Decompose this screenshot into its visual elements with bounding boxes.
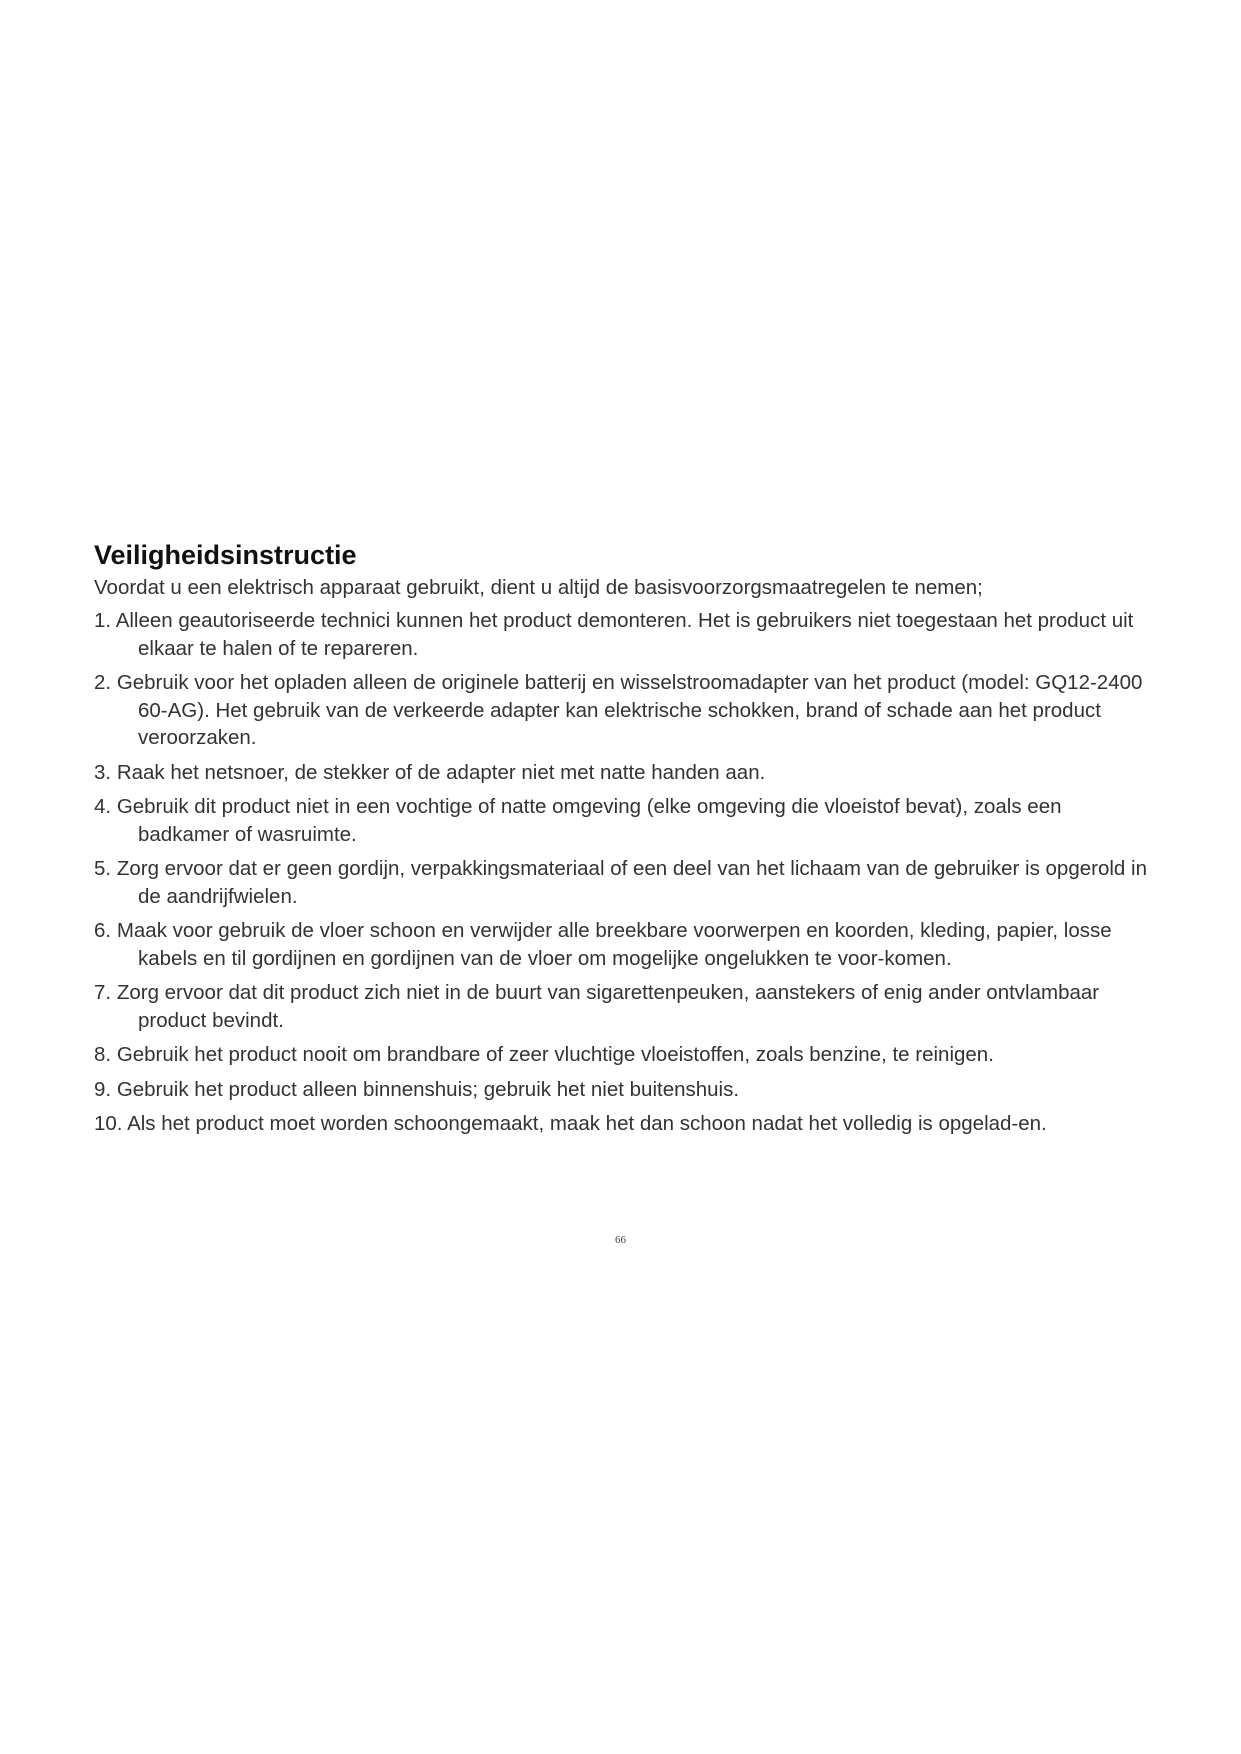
list-item <box>94 1076 1154 1104</box>
list-item <box>94 669 1154 752</box>
list-item <box>94 1041 1154 1069</box>
item-number: 7. <box>94 981 112 1004</box>
item-number: 4. <box>94 795 112 818</box>
list-item <box>94 759 1154 787</box>
item-text: Zorg ervoor dat dit product zich niet in de buurt van sigarettenpeuken, aanstekers of enig ander ontvlambaar product bevindt. <box>116 981 1100 1032</box>
item-number: 6. <box>94 919 112 942</box>
list-item <box>94 917 1154 972</box>
item-number: 5. <box>94 857 112 880</box>
item-number: 3. <box>94 760 112 784</box>
page-number: 66 <box>615 1234 626 1246</box>
list-item <box>94 855 1154 910</box>
item-text: Gebruik voor het opladen alleen de originele batterij en wisselstroomadapter van het product (model: GQ12-2400 60-AG). Het gebruik van de verkeerde adapter kan elektrische schokken, brand of schade aan het product veroorzaken. <box>116 671 1143 749</box>
item-number: 9. <box>94 1077 112 1101</box>
item-text: Gebruik het product nooit om brandbare of zeer vluchtige vloeistoffen, zoals benzine, te reinigen. <box>116 1043 994 1066</box>
list-item <box>94 793 1154 848</box>
list-item <box>94 979 1154 1034</box>
item-text: Maak voor gebruik de vloer schoon en verwijder alle breekbare voorwerpen en koorden, kleding, papier, losse kabels en til gordijnen en gordijnen van de vloer om mogelijke ongelukken te voor-komen. <box>116 919 1112 970</box>
instruction-list <box>94 607 1154 1138</box>
item-number: 1. <box>94 609 112 632</box>
safety-section <box>94 536 1154 1145</box>
item-number: 10. <box>94 1112 123 1135</box>
item-number: 2. <box>94 671 112 694</box>
item-text: Gebruik het product alleen binnenshuis; gebruik het niet buitenshuis. <box>116 1077 740 1101</box>
list-item <box>94 607 1154 662</box>
item-text: Raak het netsnoer, de stekker of de adapter niet met natte handen aan. <box>116 760 766 784</box>
list-item <box>94 1110 1154 1138</box>
item-text: Alleen geautoriseerde technici kunnen het product demonteren. Het is gebruikers niet toegestaan het product uit elkaar te halen of te repareren. <box>115 609 1134 660</box>
intro-text: Voordat u een elektrisch apparaat gebruikt, dient u altijd de basisvoorzorgsmaatregelen te nemen; <box>94 576 983 599</box>
section-title: Veiligheidsinstructie <box>94 540 357 570</box>
item-text: Als het product moet worden schoongemaakt, maak het dan schoon nadat het volledig is opgelad-en. <box>127 1112 1047 1135</box>
item-text: Zorg ervoor dat er geen gordijn, verpakkingsmateriaal of een deel van het lichaam van de gebruiker is opgerold in de aandrijfwielen. <box>116 857 1147 908</box>
item-number: 8. <box>94 1043 112 1066</box>
item-text: Gebruik dit product niet in een vochtige of natte omgeving (elke omgeving die vloeistof bevat), zoals een badkamer of wasruimte. <box>116 795 1062 846</box>
